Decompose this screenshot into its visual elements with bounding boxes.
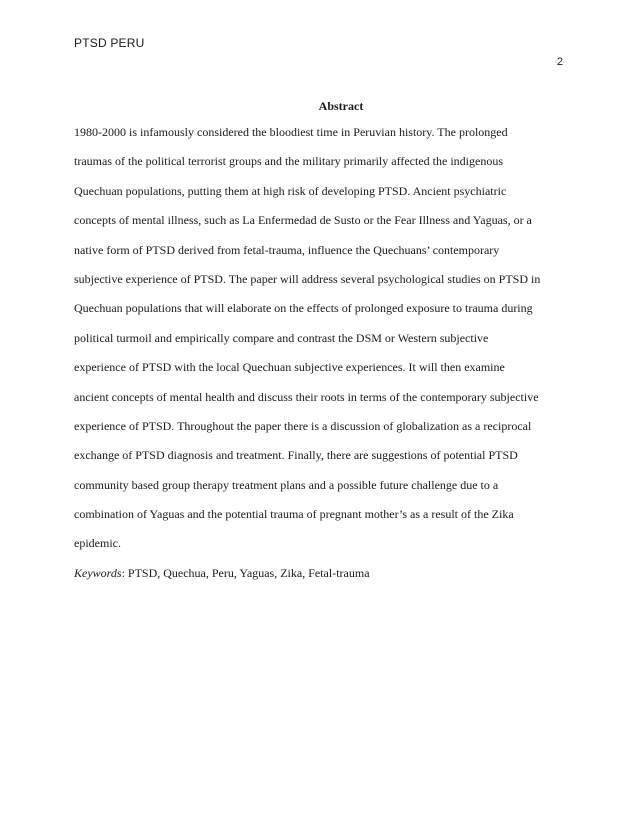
running-head: PTSD PERU [74,36,145,50]
page-number: 2 [556,56,563,68]
document-page: PTSD PERU 2 Abstract 1980-2000 is infamously considered the bloodiest time in Peruvian history. The prolonged traumas of the political terrorist groups and the military primarily affected the indigenous Quechuan populations, putting them at high risk of developing PTSD. Ancient psychiatric concepts of mental illness, such as La Enfermedad de Susto or the Fear Illness and Yaguas, or a native form of PTSD derived from fetal-trauma, influence the Quechuans’ contemporary subjective experience of PTSD. The paper will address several psychological studies on PTSD in Quechuan populations that will elaborate on the effects of prolonged exposure to trauma during political turmoil and empirically compare and contrast the DSM or Western subjective experience of PTSD with the local Quechuan subjective experiences. It will then examine ancient concepts of mental health and discuss their roots in terms of the contemporary subjective experience of PTSD. Throughout the paper there is a discussion of globalization as a reciprocal exchange of PTSD diagnosis and treatment. Finally, there are suggestions of potential PTSD community based group therapy treatment plans and a possible future challenge due to a combination of Yaguas and the potential trauma of pregnant mother’s as a result of the Zika epidemic. Keywords: PTSD, Quechua, Peru, Yaguas, Zika, Fetal-trauma [0,0,638,826]
keywords-list: : PTSD, Quechua, Peru, Yaguas, Zika, Fetal-trauma [121,565,370,580]
keywords-label: Keywords [74,565,122,580]
abstract-heading: Abstract [318,99,364,113]
